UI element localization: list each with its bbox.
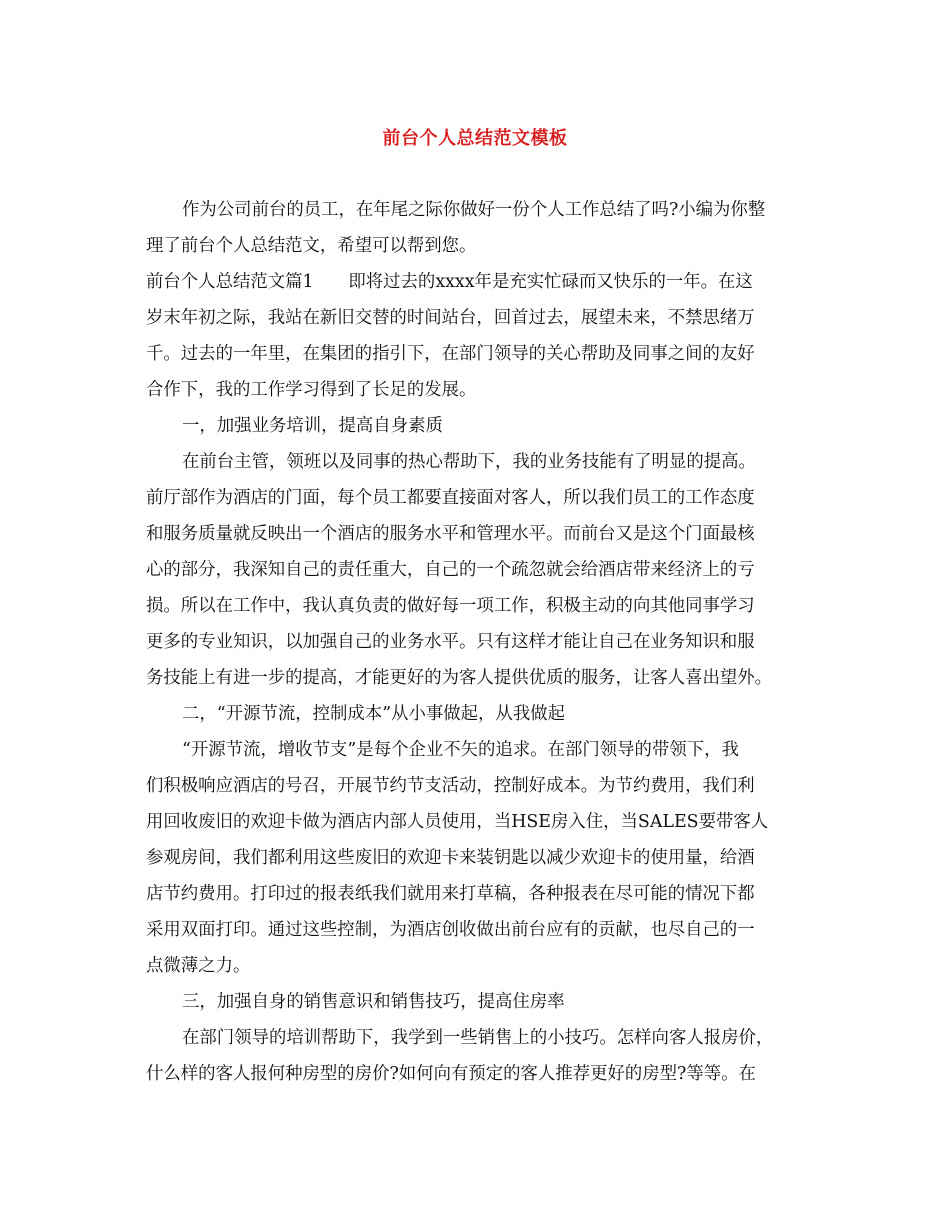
paragraph-line: 损。所以在工作中，我认真负责的做好每一项工作，积极主动的向其他同事学习 (146, 596, 755, 616)
paragraph-line: 务技能上有进一步的提高，才能更好的为客人提供优质的服务，让客人喜出望外。 (146, 668, 773, 688)
paragraph-line: 在前台主管，领班以及同事的热心帮助下，我的业务技能有了明显的提高。 (182, 452, 756, 472)
paragraph-line: 用回收废旧的欢迎卡做为酒店内部人员使用，当HSE房入住，当SALES要带客人 (146, 812, 769, 832)
document-title: 前台个人总结范文模板 (382, 128, 568, 149)
paragraph-line: 和服务质量就反映出一个酒店的服务水平和管理水平。而前台又是这个门面最核 (146, 524, 755, 544)
paragraph-line: 心的部分，我深知自己的责任重大，自己的一个疏忽就会给酒店带来经济上的亏 (146, 560, 755, 580)
paragraph-line: 参观房间，我们都利用这些废旧的欢迎卡来装钥匙以减少欢迎卡的使用量，给酒 (146, 848, 755, 868)
paragraph-line: 在部门领导的培训帮助下，我学到一些销售上的小技巧。怎样向客人报房价， (182, 1028, 774, 1048)
paragraph-line: 们积极响应酒店的号召，开展节约节支活动，控制好成本。为节约费用，我们利 (146, 776, 755, 796)
paragraph-line: 点微薄之力。 (146, 956, 251, 976)
paragraph-line: 前厅部作为酒店的门面，每个员工都要直接面对客人，所以我们员工的工作态度 (146, 488, 755, 508)
paragraph-line: 岁末年初之际，我站在新旧交替的时间站台，回首过去，展望未来，不禁思绪万 (146, 308, 755, 328)
paragraph-line: 采用双面打印。通过这些控制，为酒店创收做出前台应有的贡献，也尽自己的一 (146, 920, 755, 940)
paragraph-line: 什么样的客人报何种房型的房价?如何向有预定的客人推荐更好的房型?等等。在 (146, 1064, 756, 1084)
paragraph-line: 前台个人总结范文篇1 即将过去的xxxx年是充实忙碌而又快乐的一年。在这 (146, 272, 753, 292)
paragraph-line: 店节约费用。打印过的报表纸我们就用来打草稿，各种报表在尽可能的情况下都 (146, 884, 755, 904)
section-heading: 二，“开源节流，控制成本”从小事做起，从我做起 (182, 704, 565, 724)
paragraph-line: 理了前台个人总结范文，希望可以帮到您。 (146, 236, 477, 256)
section-heading: 一，加强业务培训，提高自身素质 (182, 416, 443, 436)
paragraph-line: 作为公司前台的员工，在年尾之际你做好一份个人工作总结了吗?小编为你整 (182, 200, 766, 220)
paragraph-line: “开源节流，增收节支”是每个企业不矢的追求。在部门领导的带领下，我 (182, 740, 739, 760)
paragraph-line: 千。过去的一年里，在集团的指引下，在部门领导的关心帮助及同事之间的友好 (146, 344, 755, 364)
paragraph-line: 合作下，我的工作学习得到了长足的发展。 (146, 380, 477, 400)
paragraph-line: 更多的专业知识，以加强自己的业务水平。只有这样才能让自己在业务知识和服 (146, 632, 755, 652)
section-heading: 三，加强自身的销售意识和销售技巧，提高住房率 (182, 992, 565, 1012)
